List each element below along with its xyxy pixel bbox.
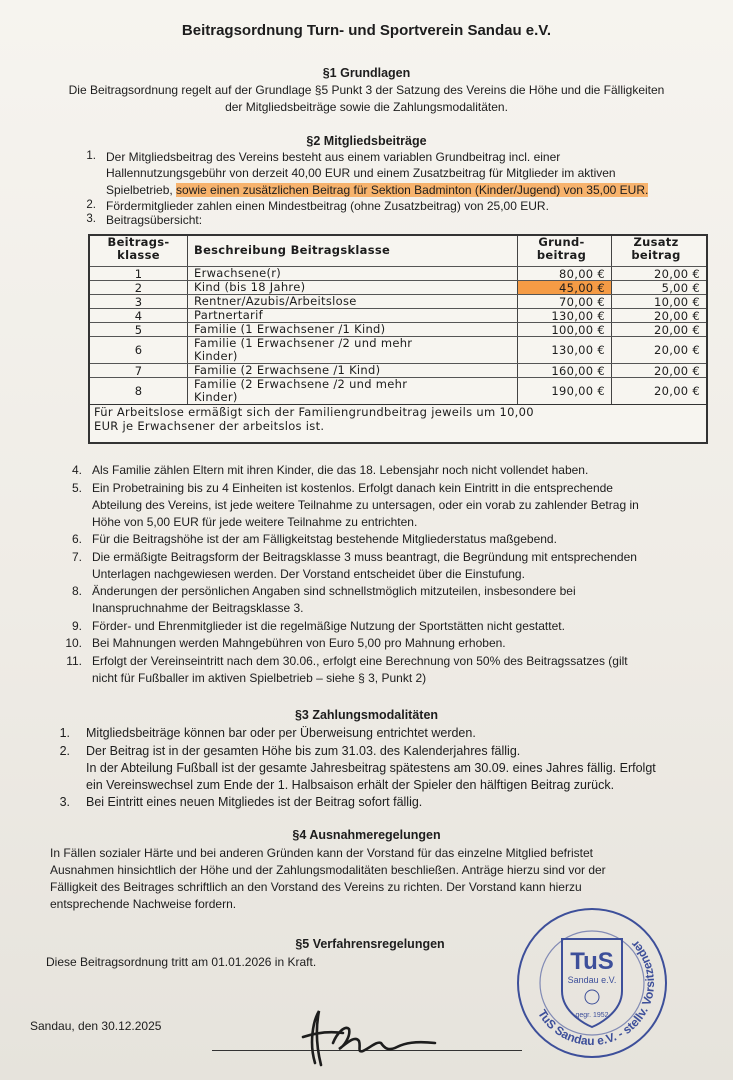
cell-zusatzbeitrag: 20,00 €	[654, 364, 700, 377]
section-1-line-2: der Mitgliedsbeiträge sowie die Zahlungsmodalitäten.	[225, 100, 508, 114]
cell-beschreibung: Rentner/Azubis/Arbeitslose	[188, 295, 518, 308]
cell-beschreibung: Familie (1 Erwachsener /1 Kind)	[188, 323, 518, 336]
list-item-line: Erfolgt der Vereinseintritt nach dem 30.06., erfolgt eine Berechnung von 50% des Beitragssatzes (gilt	[92, 653, 628, 668]
section-4-line-3: Fälligkeit des Beitrages schriftlich an den Vorstand des Vereins zu richten. Der Vorstand kann hierzu	[50, 880, 582, 894]
item-number: 6.	[71, 532, 82, 546]
list-item-line: Als Familie zählen Eltern mit ihren Kinder, die das 18. Lebensjahr noch nicht vollendet haben.	[92, 463, 589, 477]
cell-grundbeitrag-highlighted: 45,00 €	[518, 281, 612, 294]
club-stamp	[512, 903, 672, 1063]
list-item-line: ein Vereinswechsel zum Ende der 1. Halbsaison erhält der Spieler den hälftigen Beitrag zurück.	[86, 777, 615, 792]
item-number: 2.	[86, 199, 96, 211]
list-item-line: Unterlagen nachgewiesen werden. Der Vorstand entscheidet über die Einstufung.	[92, 566, 525, 581]
section-4-line-4: entsprechende Nachweise fordern.	[50, 897, 237, 911]
list-item-line: Förder- und Ehrenmitglieder ist die regelmäßige Nutzung der Sportstätten nicht gestattet.	[92, 618, 565, 633]
fee-table	[88, 234, 708, 444]
cell-zusatzbeitrag: 5,00 €	[661, 281, 700, 294]
table-row	[90, 363, 706, 377]
item-number: 8.	[71, 584, 82, 598]
list-item-line: Mitgliedsbeiträge können bar oder per Überweisung entrichtet werden.	[86, 726, 476, 740]
list-item-line: Ein Probetraining bis zu 4 Einheiten ist kostenlos. Erfolgt danach kein Eintritt in die entsprechende	[92, 480, 613, 495]
document-title: Beitragsordnung Turn- und Sportverein Sandau e.V.	[181, 22, 552, 39]
table-row	[90, 336, 706, 363]
cell-beschreibung: Kind (bis 18 Jahre)	[188, 281, 518, 294]
cell-zusatzbeitrag: 20,00 €	[654, 323, 700, 336]
stamp-logo: TuS	[570, 948, 614, 975]
header-klasse: Beitrags- klasse	[90, 236, 188, 266]
cell-grundbeitrag: 70,00 €	[518, 295, 612, 308]
list-item-line: Die ermäßigte Beitragsform der Beitragsklasse 3 muss beantragt, die Begründung mit entsprechenden	[92, 549, 637, 564]
item-number: 2.	[59, 743, 70, 758]
item-1-text: Spielbetrieb,	[106, 183, 177, 197]
cell-grundbeitrag: 80,00 €	[518, 267, 612, 280]
cell-grundbeitrag: 130,00 €	[518, 309, 612, 322]
cell-klasse: 2	[90, 281, 188, 294]
signature	[285, 1003, 445, 1073]
list-item-line: Abteilung des Vereins, ist jede weitere Teilnahme zu untersagen, oder ein vorab zu zahlender Betrag in	[92, 497, 639, 512]
table-row	[90, 377, 706, 404]
stamp-founded: gegr. 1952	[575, 1012, 609, 1019]
cell-klasse: 5	[90, 323, 188, 336]
list-item-line: nicht für Fußballer im aktiven Spielbetrieb – siehe § 3, Punkt 2)	[92, 670, 427, 685]
section-2-item-1-line-2: Hallennutzungsgebühr von derzeit 40,00 EUR und einem Zusatzbeitrag für Mitglieder im aktiven	[106, 166, 616, 180]
item-number: 3.	[59, 795, 70, 809]
stamp-ring-text: TuS Sandau e.V. - stellv. Vorsitzender	[535, 937, 658, 1049]
item-number: 3.	[86, 213, 96, 225]
cell-grundbeitrag: 190,00 €	[518, 378, 612, 404]
cell-klasse: 6	[90, 337, 188, 363]
table-header-row	[90, 236, 706, 266]
header-grundbeitrag: Grund- beitrag	[518, 236, 612, 266]
table-row	[90, 308, 706, 322]
cell-zusatzbeitrag: 20,00 €	[654, 343, 700, 357]
header-zusatzbeitrag: Zusatz beitrag	[631, 236, 681, 262]
list-item-line: Inanspruchnahme der Beitragsklasse 3.	[92, 601, 304, 615]
list-item-line: In der Abteilung Fußball ist der gesamte Jahresbeitrag spätestens am 30.09. eines Jahres fällig. Erfolgt	[86, 760, 656, 775]
cell-klasse: 7	[90, 364, 188, 377]
cell-grundbeitrag: 100,00 €	[518, 323, 612, 336]
section-3-heading: §3 Zahlungsmodalitäten	[294, 708, 439, 722]
section-2-item-2: Fördermitglieder zahlen einen Mindestbeitrag (ohne Zusatzbeitrag) von 25,00 EUR.	[106, 199, 549, 213]
table-row	[90, 280, 706, 294]
list-item-line: Bei Eintritt eines neuen Mitgliedes ist der Beitrag sofort fällig.	[86, 795, 423, 809]
list-item-line: Höhe von 5,00 EUR für jede weitere Teilnahme zu entrichten.	[92, 514, 418, 529]
section-1-heading: §1 Grundlagen	[322, 66, 411, 80]
list-item-line: Der Beitrag ist in der gesamten Höhe bis zum 31.03. des Kalenderjahres fällig.	[86, 743, 521, 758]
item-number: 5.	[71, 480, 82, 495]
table-row	[90, 266, 706, 280]
cell-klasse: 4	[90, 309, 188, 322]
section-2-item-1-line-1: Der Mitgliedsbeitrag des Vereins besteht aus einem variablen Grundbeitrag incl. einer	[106, 150, 561, 164]
section-4-heading: §4 Ausnahmeregelungen	[292, 828, 441, 842]
table-row	[90, 294, 706, 308]
item-number: 10.	[65, 636, 82, 650]
section-2-item-3: Beitragsübersicht:	[106, 213, 203, 227]
cell-grundbeitrag: 160,00 €	[518, 364, 612, 377]
item-number: 11.	[66, 653, 82, 668]
section-5-text: Diese Beitragsordnung tritt am 01.01.2026 in Kraft.	[46, 955, 317, 969]
section-1-line-1: Die Beitragsordnung regelt auf der Grundlage §5 Punkt 3 der Satzung des Vereins die Höhe und die Fälligkeiten	[68, 83, 665, 97]
section-2-heading: §2 Mitgliedsbeiträge	[306, 134, 427, 148]
section-2-item-1-line-3	[106, 182, 648, 199]
section-4-line-2: Ausnahmen hinsichtlich der Höhe und der Zahlungsmodalitäten beschließen. Anträge hierzu sind vor der	[50, 863, 606, 877]
list-item-line: Für die Beitragshöhe ist der am Fälligkeitstag bestehende Mitgliederstatus maßgebend.	[92, 532, 557, 546]
cell-zusatzbeitrag: 20,00 €	[654, 384, 700, 398]
cell-klasse: 1	[90, 267, 188, 280]
cell-zusatzbeitrag: 20,00 €	[654, 309, 700, 322]
section-4-line-1: In Fällen sozialer Härte und bei anderen Gründen kann der Vorstand für das einzelne Mitglied befristet	[50, 846, 593, 860]
table-note-row	[90, 404, 706, 442]
table-row	[90, 322, 706, 336]
item-number: 1.	[59, 726, 70, 740]
cell-beschreibung: Familie (2 Erwachsene /2 und mehr Kinder)	[188, 378, 518, 404]
stamp-name: Sandau e.V.	[567, 975, 617, 985]
cell-grundbeitrag: 130,00 €	[518, 337, 612, 363]
item-number: 7.	[71, 549, 82, 564]
item-number: 9.	[71, 618, 82, 633]
cell-beschreibung: Familie (2 Erwachsene /1 Kind)	[188, 364, 518, 377]
list-item-line: Bei Mahnungen werden Mahngebühren von Euro 5,00 pro Mahnung erhoben.	[92, 636, 506, 650]
section-5-heading: §5 Verfahrensregelungen	[295, 937, 445, 951]
cell-zusatzbeitrag: 10,00 €	[654, 295, 700, 308]
cell-beschreibung: Partnertarif	[188, 309, 518, 322]
cell-beschreibung: Erwachsene(r)	[188, 267, 518, 280]
cell-beschreibung: Familie (1 Erwachsener /2 und mehr Kinder)	[188, 337, 518, 363]
cell-klasse: 8	[90, 378, 188, 404]
item-number: 1.	[86, 150, 96, 162]
place-date: Sandau, den 30.12.2025	[30, 1019, 162, 1033]
list-item-line: Änderungen der persönlichen Angaben sind schnellstmöglich mitzuteilen, insbesondere bei	[92, 584, 576, 598]
cell-zusatzbeitrag: 20,00 €	[654, 267, 700, 280]
highlighted-text: sowie einen zusätzlichen Beitrag für Sektion Badminton (Kinder/Jugend) von 35,00 EUR.	[176, 183, 649, 197]
header-beschreibung: Beschreibung Beitragsklasse	[188, 236, 518, 266]
table-note: Für Arbeitslose ermäßigt sich der Familiengrundbeitrag jeweils um 10,00 EUR je Erwachsener der arbeitslos ist.	[94, 405, 534, 433]
cell-klasse: 3	[90, 295, 188, 308]
item-number: 4.	[71, 463, 82, 477]
